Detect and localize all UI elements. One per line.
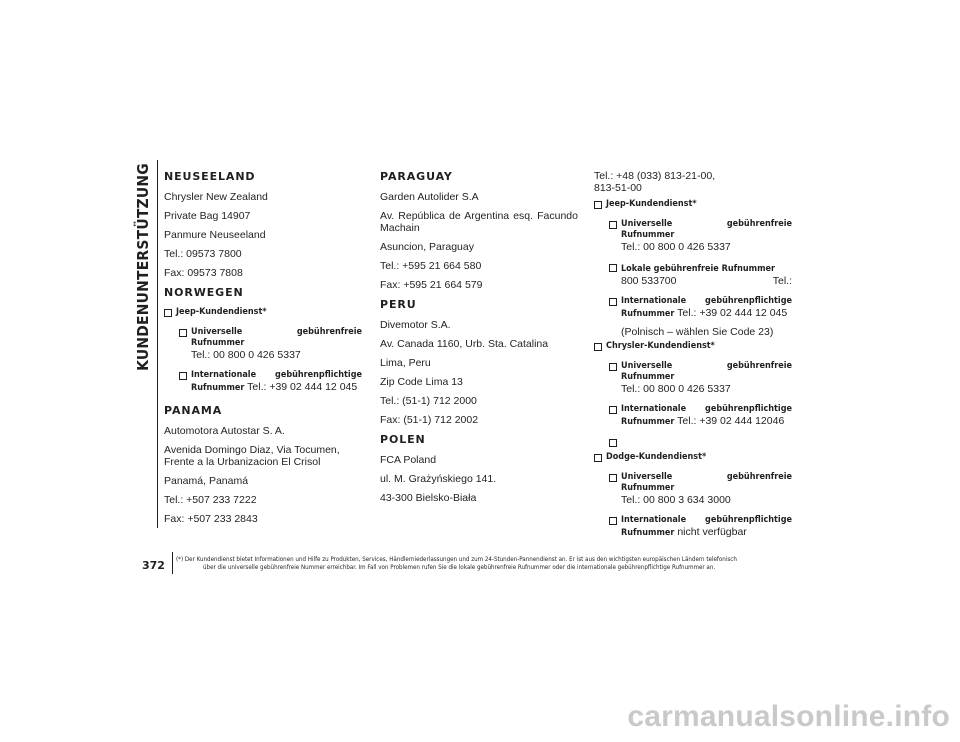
checkbox-square-icon: [164, 309, 172, 317]
footnote: [176, 556, 796, 571]
pe-line: Lima, Peru: [380, 357, 431, 369]
py-line: Tel.: +595 21 664 580: [380, 260, 482, 272]
international-number-value: Tel.: +39 02 444 12046: [677, 415, 785, 427]
universal-number-label: Universelle gebührenfreie Rufnummer: [191, 327, 362, 348]
side-divider: [157, 160, 158, 528]
pe-line: Divemotor S.A.: [380, 319, 451, 331]
heading-neuseeland: NEUSEELAND: [164, 170, 256, 183]
nz-line: Private Bag 14907: [164, 210, 251, 222]
heading-peru: PERU: [380, 298, 417, 311]
international-number-note: (Polnisch – wählen Sie Code 23): [621, 326, 774, 338]
pl-tel-line-1: Tel.: +48 (033) 813-21-00,: [594, 170, 716, 182]
list-item: [594, 452, 792, 463]
checkbox-square-icon: [609, 474, 617, 482]
international-number-label-2: Rufnummer: [621, 309, 675, 319]
list-item: [609, 262, 792, 287]
international-number-value: nicht verfügbar: [677, 526, 747, 538]
column-2: [380, 170, 578, 511]
international-number-label: Internationale gebührenpflichtige: [191, 370, 362, 380]
international-number-label: Internationale gebührenpflichtige: [621, 515, 792, 525]
pl-line: 43-300 Bielsko-Biała: [380, 492, 477, 504]
checkbox-square-icon: [594, 201, 602, 209]
footnote-line-2: über die universelle gebührenfreie Nummer erreichbar. Im Fall von Problemen rufen Sie die lokale gebührenfreie Rufnummer oder die internationale gebührenpflichtige Rufnummer an.: [203, 563, 716, 571]
local-number-tel: Tel.:: [772, 275, 792, 287]
international-number-label-2: Rufnummer: [621, 417, 675, 427]
py-line: Fax: +595 21 664 579: [380, 279, 483, 291]
pe-line: Fax: (51-1) 712 2002: [380, 414, 479, 426]
page-number: 372: [142, 559, 165, 572]
heading-paraguay: PARAGUAY: [380, 170, 453, 183]
list-item: [609, 515, 792, 539]
list-item: [609, 219, 792, 253]
international-number-label-2: Rufnummer: [621, 528, 675, 538]
list-item: [164, 307, 362, 318]
universal-number-label: Universelle gebührenfreie Rufnummer: [621, 219, 792, 240]
pa-line: Panamá, Panamá: [164, 475, 249, 487]
checkbox-square-icon: [609, 439, 617, 447]
list-item: [594, 199, 792, 210]
column-1: [164, 170, 362, 532]
universal-number-value: Tel.: 00 800 3 634 3000: [621, 494, 731, 506]
checkbox-square-icon: [609, 298, 617, 306]
universal-number-value: Tel.: 00 800 0 426 5337: [191, 349, 301, 361]
side-section-tab: [129, 163, 157, 371]
checkbox-square-icon: [609, 363, 617, 371]
universal-number-label: Universelle gebührenfreie Rufnummer: [621, 472, 792, 493]
pl-line: ul. M. Grażyńskiego 141.: [380, 473, 497, 485]
checkbox-square-icon: [594, 343, 602, 351]
pa-line: Tel.: +507 233 7222: [164, 494, 257, 506]
heading-panama: PANAMA: [164, 404, 223, 417]
jeep-service-label: Jeep-Kundendienst*: [606, 199, 697, 209]
heading-polen: POLEN: [380, 433, 426, 446]
local-number-value: 800 533700: [621, 275, 677, 287]
list-item: [609, 296, 792, 320]
checkbox-square-icon: [594, 454, 602, 462]
pe-line: Av. Canada 1160, Urb. Sta. Catalina: [380, 338, 549, 350]
nz-line: Panmure Neuseeland: [164, 229, 266, 241]
chrysler-service-label: Chrysler-Kundendienst*: [606, 341, 715, 351]
list-item: [594, 341, 792, 352]
list-item: [609, 404, 792, 428]
list-item-empty: [609, 437, 792, 447]
universal-number-label: Universelle gebührenfreie Rufnummer: [621, 361, 792, 382]
py-line: Av. República de Argentina esq. Facundo Machain: [380, 210, 578, 234]
py-line: Asuncion, Paraguay: [380, 241, 474, 253]
watermark: carmanualsonline.info: [627, 700, 950, 733]
checkbox-square-icon: [609, 221, 617, 229]
international-number-label-2: Rufnummer: [191, 383, 245, 393]
checkbox-square-icon: [609, 264, 617, 272]
international-number-label: Internationale gebührenpflichtige: [621, 296, 792, 306]
checkbox-square-icon: [179, 372, 187, 380]
international-number-value: Tel.: +39 02 444 12 045: [677, 307, 788, 319]
checkbox-square-icon: [609, 517, 617, 525]
pa-line: Avenida Domingo Diaz, Via Tocumen, Frente a la Urbanizacion El Crisol: [164, 444, 340, 468]
pe-line: Zip Code Lima 13: [380, 376, 463, 388]
local-number-label: Lokale gebührenfreie Rufnummer: [621, 264, 776, 274]
nz-line: Fax: 09573 7808: [164, 267, 243, 279]
pa-line: Automotora Autostar S. A.: [164, 425, 285, 437]
list-item: [179, 327, 362, 361]
checkbox-square-icon: [179, 329, 187, 337]
dodge-service-label: Dodge-Kundendienst*: [606, 452, 707, 462]
list-item: [609, 361, 792, 395]
universal-number-value: Tel.: 00 800 0 426 5337: [621, 241, 731, 253]
column-3: [594, 170, 792, 548]
list-item: [179, 370, 362, 394]
heading-norwegen: NORWEGEN: [164, 286, 244, 299]
pl-line: FCA Poland: [380, 454, 437, 466]
checkbox-square-icon: [609, 406, 617, 414]
nz-line: Chrysler New Zealand: [164, 191, 268, 203]
side-section-title: KUNDENUNTERSTÜTZUNG: [134, 163, 153, 371]
universal-number-value: Tel.: 00 800 0 426 5337: [621, 383, 731, 395]
international-number-value: Tel.: +39 02 444 12 045: [247, 381, 358, 393]
footnote-line-1: (*) Der Kundendienst bietet Informationen und Hilfe zu Produkten, Services, Händlerniederlassungen und zum 24-Stunden-Pannendienst an. Er ist aus den wichtigsten europäischen Ländern telefonisch: [176, 556, 737, 563]
jeep-service-label: Jeep-Kundendienst*: [176, 307, 267, 317]
footnote-divider: [172, 552, 173, 574]
international-number-label: Internationale gebührenpflichtige: [621, 404, 792, 414]
pe-line: Tel.: (51-1) 712 2000: [380, 395, 477, 407]
pa-line: Fax: +507 233 2843: [164, 513, 258, 525]
list-item: [609, 472, 792, 506]
py-line: Garden Autolider S.A: [380, 191, 479, 203]
pl-tel-line: [594, 170, 792, 194]
nz-line: Tel.: 09573 7800: [164, 248, 242, 260]
pl-tel-line-2: 813-51-00: [594, 182, 642, 194]
